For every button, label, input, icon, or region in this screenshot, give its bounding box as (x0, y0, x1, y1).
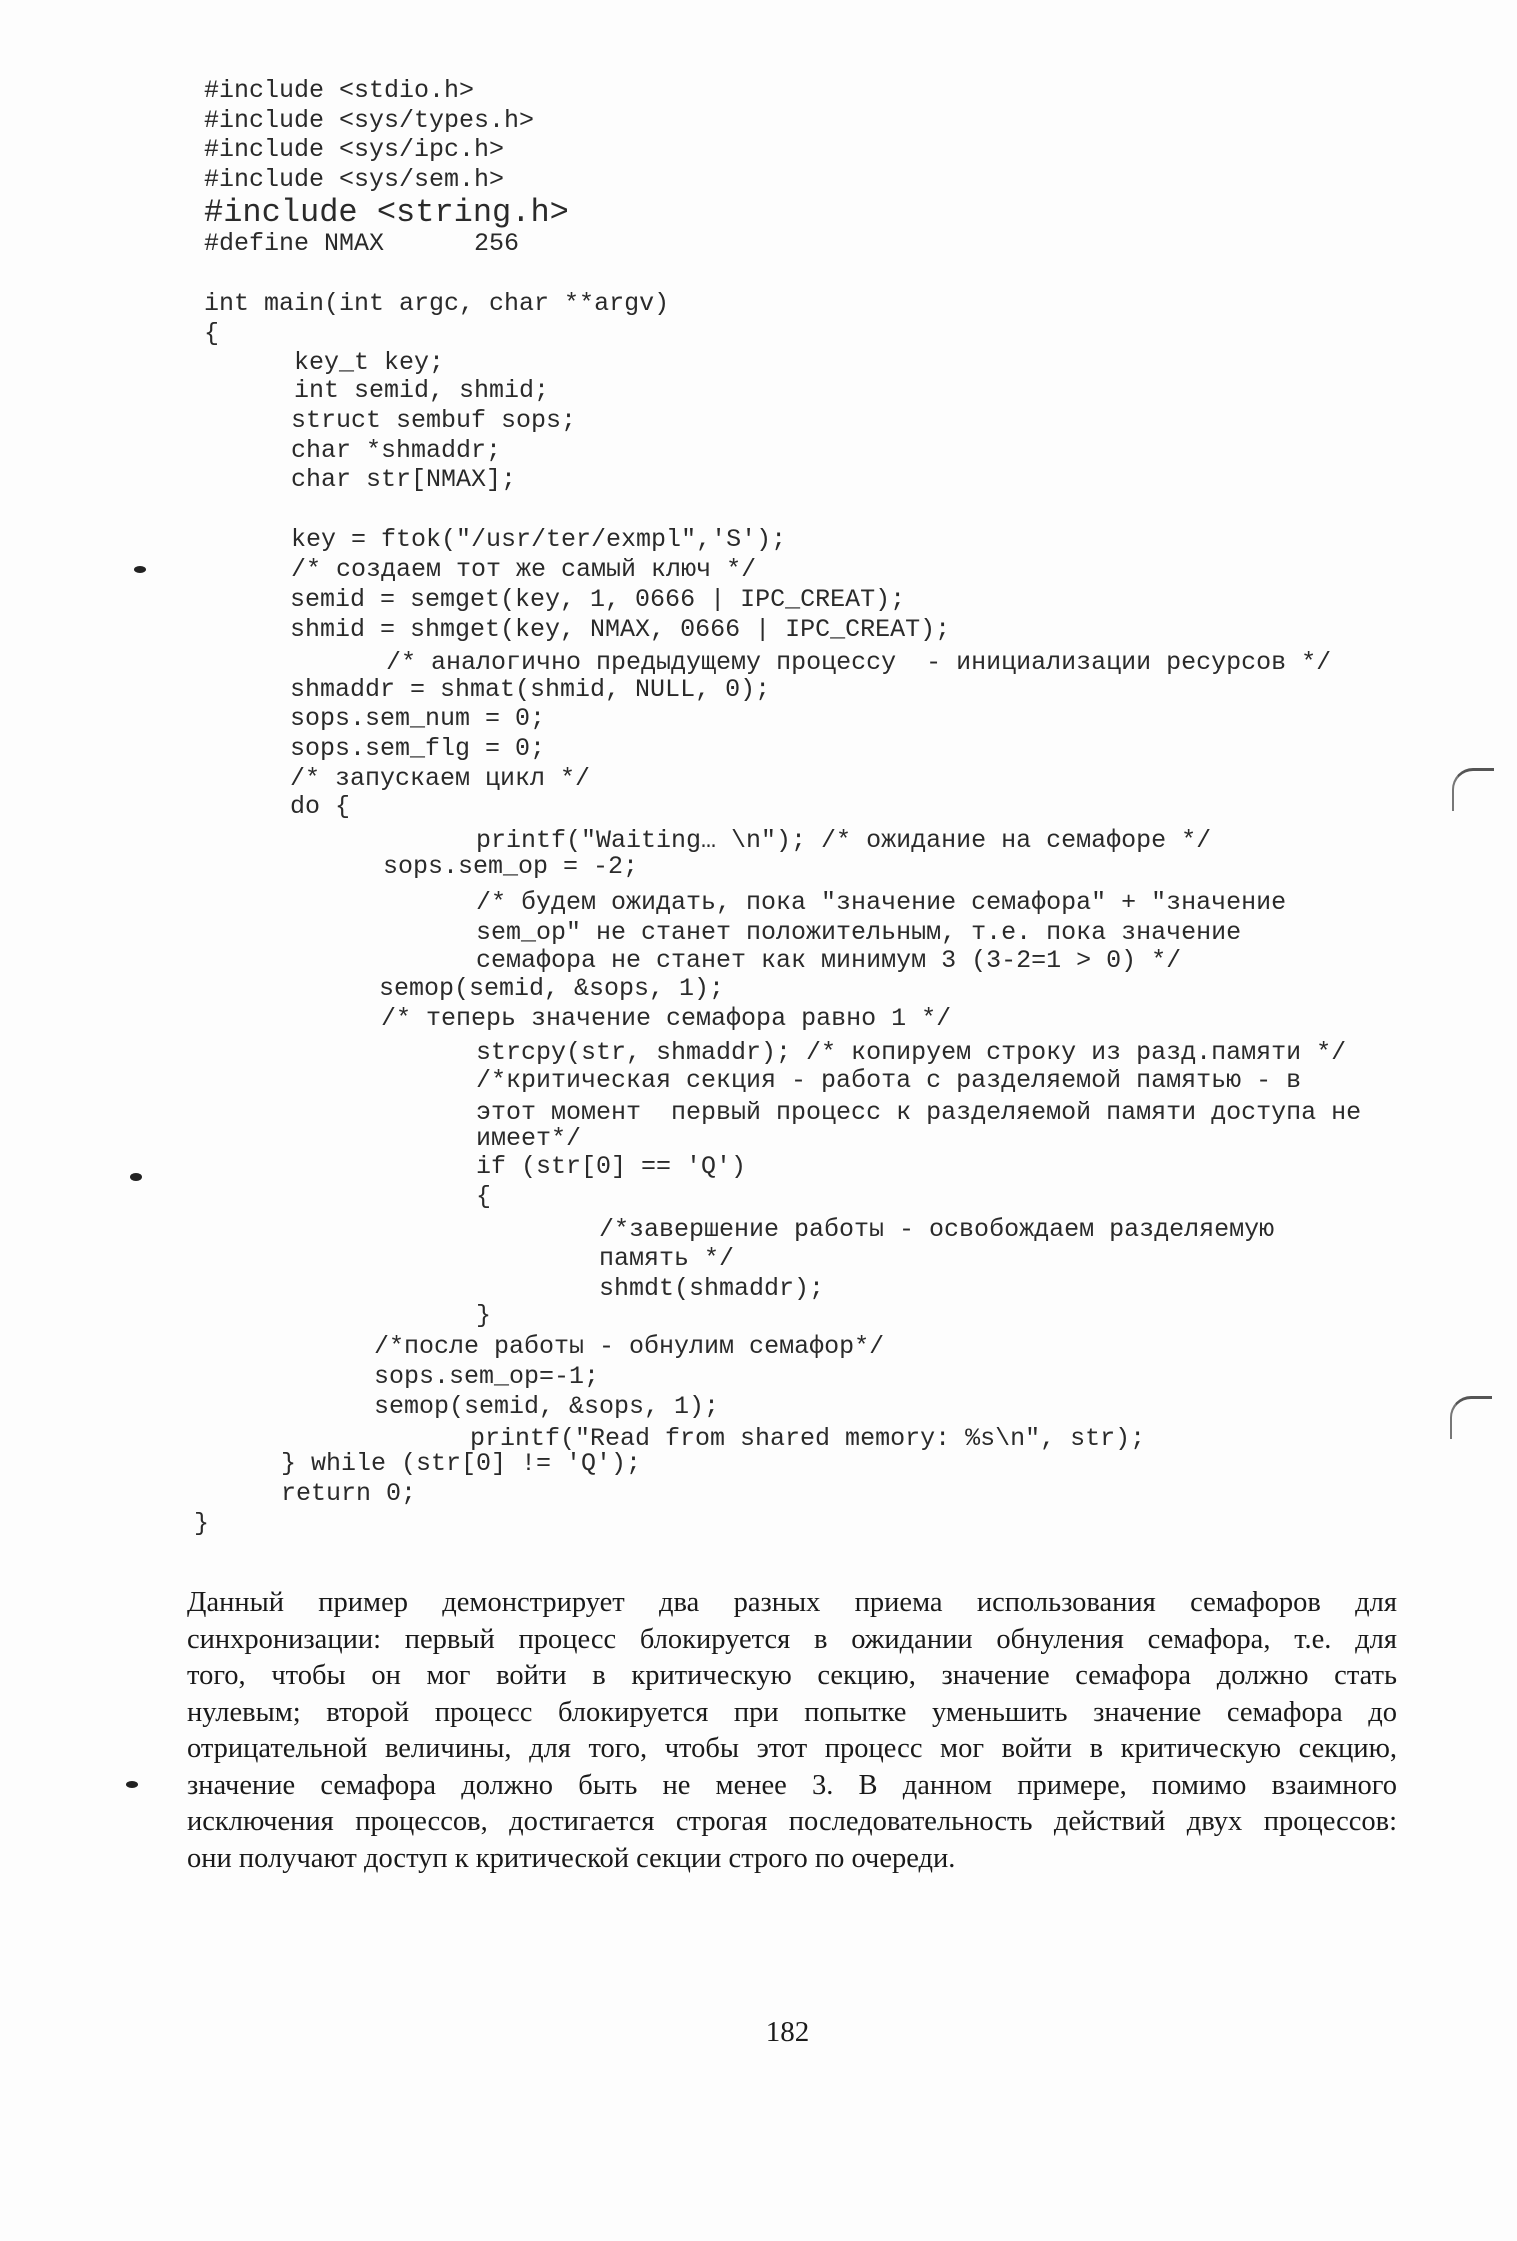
code-line: key = ftok("/usr/ter/exmpl",'S'); (291, 525, 787, 554)
code-line: shmaddr = shmat(shmid, NULL, 0); (290, 675, 771, 704)
code-line: /*после работы - обнулим семафор*/ (374, 1332, 885, 1361)
code-line: память */ (599, 1244, 735, 1273)
code-line: do { (290, 792, 351, 821)
code-line: return 0; (281, 1479, 417, 1508)
code-line: int semid, shmid; (294, 376, 550, 405)
code-line: /* будем ожидать, пока "значение семафора" + "значение (476, 888, 1287, 917)
code-line: #include <sys/types.h> (204, 106, 535, 135)
scan-hole-mark (1452, 768, 1494, 811)
code-line: #include <string.h> (204, 194, 569, 231)
code-line: semid = semget(key, 1, 0666 | IPC_CREAT); (290, 585, 906, 614)
code-line: #include <sys/sem.h> (204, 165, 505, 194)
code-line: sem_op" не станет положительным, т.е. пока значение (476, 918, 1242, 947)
code-line: sops.sem_op=-1; (374, 1362, 600, 1391)
code-line: strcpy(str, shmaddr); /* копируем строку из разд.памяти */ (476, 1038, 1347, 1067)
code-line: } while (str[0] != 'Q'); (281, 1449, 642, 1478)
code-line: #define NMAX 256 (204, 229, 520, 258)
code-line: key_t key; (294, 348, 445, 377)
code-line: int main(int argc, char **argv) (204, 289, 670, 318)
paragraph-line: они получают доступ к критической секции строго по очереди. (187, 1842, 956, 1874)
code-line: #include <sys/ipc.h> (204, 135, 505, 164)
code-line: semop(semid, &sops, 1); (374, 1392, 720, 1421)
code-line: имеет*/ (476, 1124, 582, 1153)
code-line: { (204, 319, 220, 348)
code-line: sops.sem_flg = 0; (290, 734, 546, 763)
code-line: семафора не станет как минимум 3 (3-2=1 > 0) */ (476, 946, 1182, 975)
code-line: char str[NMAX]; (291, 465, 517, 494)
code-line: sops.sem_num = 0; (290, 704, 546, 733)
code-line: /* теперь значение семафора равно 1 */ (381, 1004, 952, 1033)
scan-speck (134, 566, 146, 573)
code-line: shmdt(shmaddr); (599, 1274, 825, 1303)
paragraph-line: отрицательной величины, для того, чтобы этот процесс мог войти в критическую секцию, (187, 1733, 1397, 1764)
paragraph-line: Данный пример демонстрирует два разных приема использования семафоров для (187, 1587, 1397, 1618)
code-line: shmid = shmget(key, NMAX, 0666 | IPC_CREAT); (290, 615, 951, 644)
page-number: 182 (765, 2016, 810, 2048)
code-line: } (476, 1301, 492, 1330)
code-line: /* аналогично предыдущему процессу - инициализации ресурсов */ (386, 648, 1332, 677)
code-line: struct sembuf sops; (291, 406, 577, 435)
code-line: char *shmaddr; (291, 436, 502, 465)
code-line: этот момент первый процесс к разделяемой памяти доступа не (476, 1098, 1362, 1127)
code-line: printf("Read from shared memory: %s\n", str); (470, 1424, 1146, 1453)
paragraph-line: того, чтобы он мог войти в критическую секцию, значение семафора должно стать (187, 1660, 1397, 1691)
paragraph-line: синхронизации: первый процесс блокируется в ожидании обнуления семафора, т.е. для (187, 1623, 1397, 1655)
paragraph-line: нулевым; второй процесс блокируется при попытке уменьшить значение семафора до (187, 1696, 1397, 1728)
code-line: { (476, 1182, 492, 1211)
code-line: /*критическая секция - работа с разделяемой памятью - в (476, 1066, 1302, 1095)
body-paragraph (187, 1585, 1397, 1877)
code-line: semop(semid, &sops, 1); (379, 974, 725, 1003)
scan-speck (130, 1173, 142, 1181)
code-line: } (194, 1509, 210, 1538)
code-line: printf("Waiting… \n"); /* ожидание на семафоре */ (476, 826, 1212, 855)
code-line: /* запускаем цикл */ (290, 764, 591, 793)
code-line: /* создаем тот же самый ключ */ (291, 555, 757, 584)
scan-hole-mark (1450, 1396, 1492, 1439)
paragraph-line: значение семафора должно быть не менее 3. В данном примере, помимо взаимного (187, 1769, 1397, 1801)
scan-speck (126, 1781, 138, 1788)
code-line: sops.sem_op = -2; (383, 852, 639, 881)
paragraph-line: исключения процессов, достигается строгая последовательность действий двух процессов: (187, 1806, 1397, 1837)
code-line: if (str[0] == 'Q') (476, 1152, 747, 1181)
code-line: /*завершение работы - освобождаем разделяемую (599, 1215, 1275, 1244)
code-line: #include <stdio.h> (204, 76, 475, 105)
